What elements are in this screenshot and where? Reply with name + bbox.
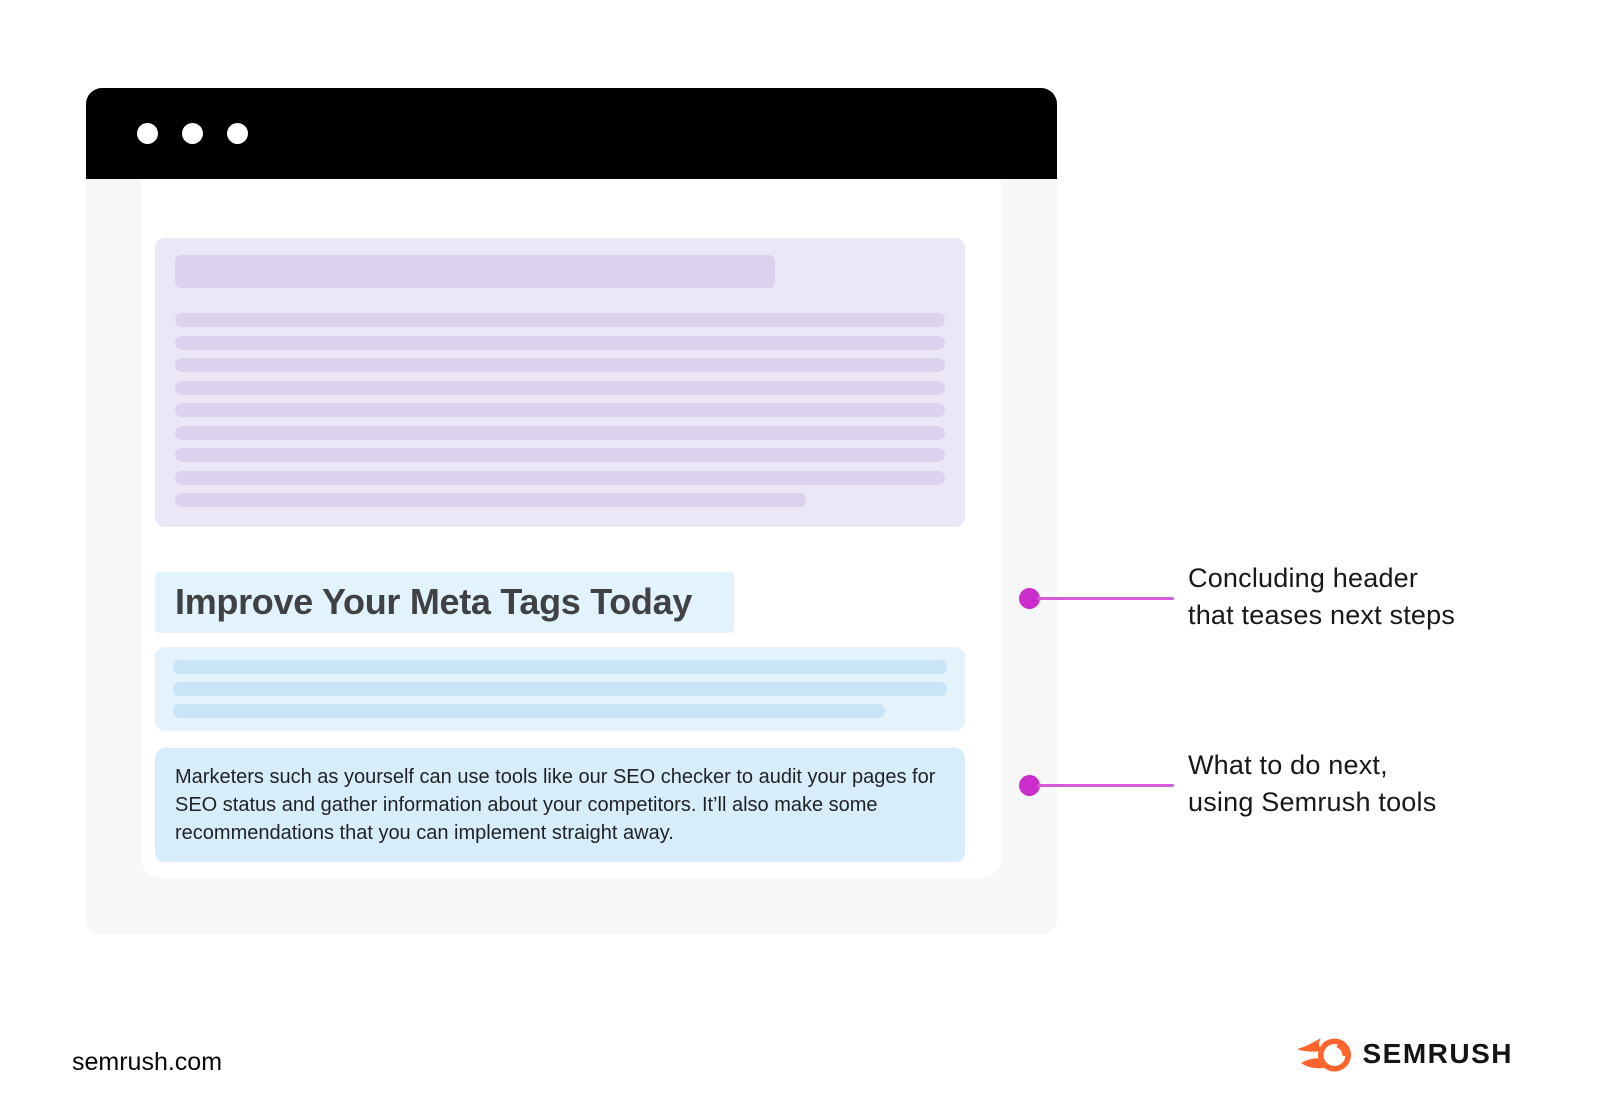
skeleton-lines-blue [173,660,947,718]
browser-titlebar [86,88,1057,179]
skeleton-title-bar [175,255,775,288]
skeleton-line [175,336,945,350]
skeleton-line [175,403,945,417]
paragraph-skeleton-block [155,647,965,731]
skeleton-line [175,471,945,485]
skeleton-line [173,704,885,718]
heading-row [155,572,1001,633]
footer-url: semrush.com [72,1048,223,1076]
article-paragraph: Marketers such as yourself can use tools like our SEO checker to audit your pages for SEO status and gather information about your competitors. It’ll also make some recommendations that you can implement straight away. [155,748,965,862]
annotation-what-to-do-next [1188,747,1436,821]
article-heading: Improve Your Meta Tags Today [155,572,734,633]
annotation-text-line: What to do next, [1188,750,1388,780]
annotation-text-line: that teases next steps [1188,600,1456,630]
skeleton-line [175,426,945,440]
semrush-wordmark: SEMRUSH [1362,1038,1513,1069]
browser-page-content [141,179,1001,878]
skeleton-line [173,682,947,696]
annotation-text-line: Concluding header [1188,563,1419,593]
window-control-dot-icon[interactable] [137,123,158,144]
annotation-connector-line [1037,784,1174,787]
skeleton-line [175,493,806,507]
skeleton-line [175,358,945,372]
annotation-connector-line [1037,597,1174,600]
window-control-dot-icon[interactable] [182,123,203,144]
annotation-text-line: using Semrush tools [1188,787,1437,817]
skeleton-line [175,381,945,395]
skeleton-line [175,448,945,462]
window-control-dot-icon[interactable] [227,123,248,144]
semrush-logo [1296,1034,1513,1074]
skeleton-lines-purple [175,313,945,507]
annotation-concluding-header [1188,560,1455,634]
semrush-flame-icon [1296,1034,1352,1074]
browser-window [86,88,1057,935]
skeleton-line [173,660,947,674]
skeleton-line [175,313,945,327]
article-body-skeleton [155,238,965,527]
